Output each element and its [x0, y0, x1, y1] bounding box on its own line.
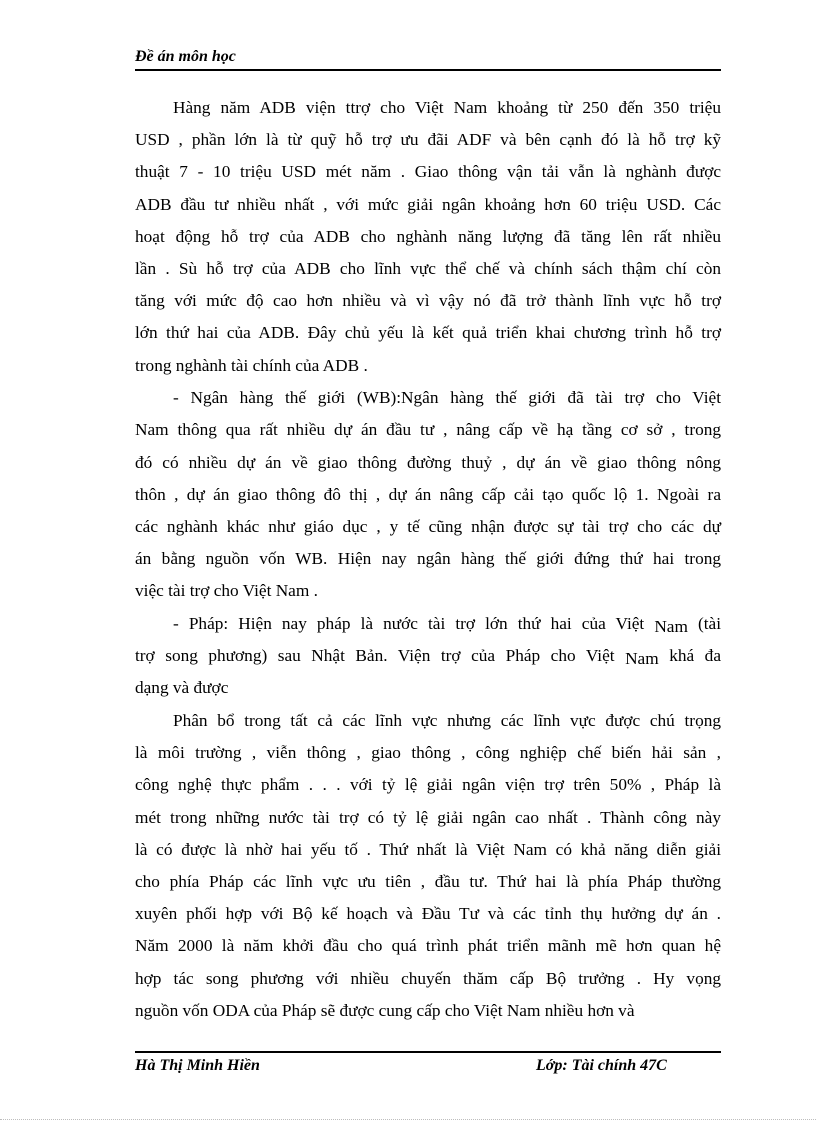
paragraph-line: đó có nhiều dự án về giao thông đường thuỷ , dự án về giao thông nông: [135, 452, 721, 472]
paragraph-line: là môi trường , viễn thông , giao thông , công nghiệp chế biến hải sản ,: [135, 743, 721, 763]
paragraph-line: trong nghành tài chính của ADB .: [135, 355, 368, 375]
paragraph-line: mét trong những nước tài trợ có tỷ lệ giải ngân cao nhất . Thành công này: [135, 807, 721, 827]
paragraph-line: lớn thứ hai của ADB. Đây chủ yếu là kết quả triển khai chương trình hỗ trợ: [135, 323, 721, 343]
paragraph-line: là có được là nhờ hai yếu tố . Thứ nhất là Việt Nam có khả năng diễn giải: [135, 839, 721, 859]
paragraph-line: cho phía Pháp các lĩnh vực ưu tiên , đầu tư. Thứ hai là phía Pháp thường: [135, 872, 721, 891]
page-edge-divider: [0, 1119, 816, 1120]
text-run: - Pháp: Hiện nay pháp là nước tài trợ lớn thứ hai của Việt: [173, 614, 645, 633]
paragraph-line: hợp tác song phương với nhiều chuyến thăm cấp Bộ trưởng . Hy vọng: [135, 968, 721, 988]
header-divider: [135, 69, 721, 71]
paragraph-line: Hàng năm ADB viện ttrợ cho Việt Nam khoảng từ 250 đến 350 triệu: [173, 98, 721, 117]
paragraph-line: lần . Sù hỗ trợ của ADB cho lĩnh vực thể chế và chính sách thậm chí còn: [135, 258, 721, 278]
paragraph-line: thôn , dự án giao thông đô thị , dự án nâng cấp cải tạo quốc lộ 1. Ngoài ra: [135, 484, 721, 504]
paragraph-line: [135, 608, 721, 640]
lowered-text: Nam: [625, 649, 659, 669]
header-title: Đề án môn học: [135, 48, 236, 65]
footer-class: Lớp: Tài chính 47C: [536, 1057, 667, 1074]
lowered-text: Nam: [654, 617, 688, 636]
paragraph-line: ADB đầu tư nhiều nhất , với mức giải ngân khoảng hơn 60 triệu USD. Các: [135, 194, 721, 214]
text-run: khá đa: [669, 646, 721, 666]
text-run: trợ song phương) sau Nhật Bản. Viện trợ của Pháp cho Việt: [135, 646, 615, 666]
paragraph-line: dạng và được: [135, 678, 229, 698]
text-run: (tài: [697, 614, 722, 633]
paragraph-line: - Ngân hàng thế giới (WB):Ngân hàng thế giới đã tài trợ cho Việt: [173, 388, 721, 408]
paragraph-line: các nghành khác như giáo dục , y tế cũng nhận được sự tài trợ cho các dự: [135, 516, 721, 536]
paragraph-line: tăng với mức độ cao hơn nhiều và vì vậy nó đã trở thành lĩnh vực hỗ trợ: [135, 291, 721, 311]
paragraph-line: nguồn vốn ODA của Pháp sẽ được cung cấp cho Việt Nam nhiều hơn và: [135, 1000, 635, 1020]
paragraph-line: thuật 7 - 10 triệu USD mét năm . Giao thông vận tải vẫn là nghành được: [135, 162, 721, 182]
footer-author: Hà Thị Minh Hiền: [135, 1057, 260, 1074]
paragraph-line: USD , phần lớn là từ quỹ hỗ trợ ưu đãi ADF và bên cạnh đó là hỗ trợ kỹ: [135, 130, 721, 150]
paragraph-line: công nghệ thực phẩm . . . với tỷ lệ giải ngân viện trợ trên 50% , Pháp là: [135, 775, 721, 795]
paragraph-line: án bằng nguồn vốn WB. Hiện nay ngân hàng thế giới đứng thứ hai trong: [135, 549, 721, 569]
paragraph-line: Phân bổ trong tất cả các lĩnh vực nhưng các lĩnh vực được chú trọng: [173, 711, 721, 731]
paragraph-line: hoạt động hỗ trợ của ADB cho nghành năng lượng đã tăng lên rất nhiều: [135, 226, 721, 246]
paragraph-line: xuyên phối hợp với Bộ kế hoạch và Đầu Tư và các tỉnh thụ hưởng dự án .: [135, 904, 721, 924]
paragraph-line: [135, 640, 721, 672]
paragraph-line: Năm 2000 là năm khởi đầu cho quá trình phát triển mãnh mẽ hơn quan hệ: [135, 936, 721, 956]
paragraph-line: việc tài trợ cho Việt Nam .: [135, 581, 318, 601]
document-body: [135, 92, 721, 1027]
paragraph-line: Nam thông qua rất nhiều dự án đầu tư , nâng cấp về hạ tầng cơ sở , trong: [135, 420, 721, 440]
footer-divider: [135, 1051, 721, 1053]
